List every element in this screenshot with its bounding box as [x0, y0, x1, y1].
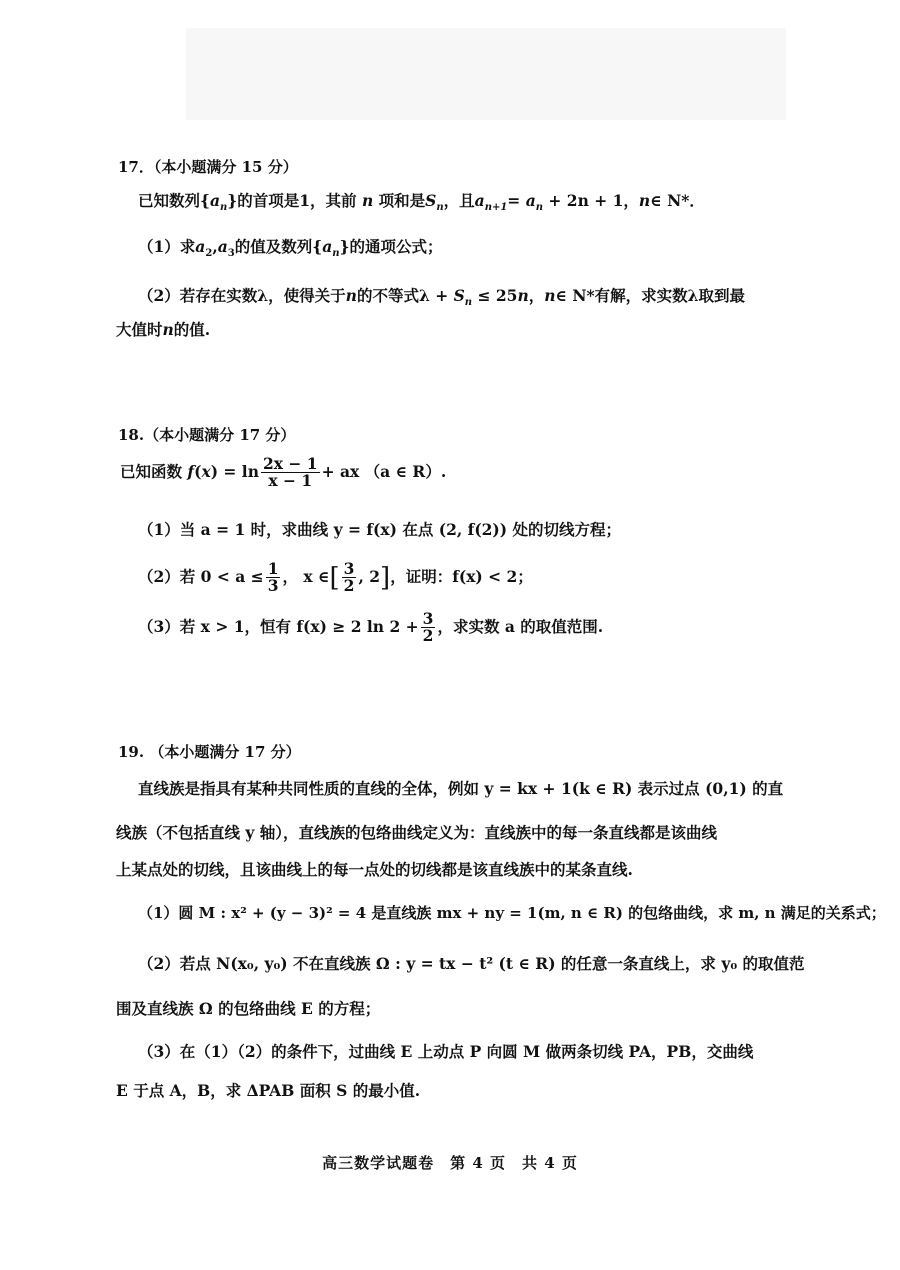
q17-stem: 已知数列$\{a_n\}$的首项是1，其前 n 项和是$S_n$，且$a_{n+1}= a_n + 2n + 1$，n∈ N*．: [138, 191, 705, 214]
q19-intro-line-2: 线族（不包括直线 y 轴），直线族的包络曲线定义为：直线族中的每一条直线都是该曲线: [116, 823, 718, 842]
q17-part-2-cont: 大值时n的值.: [116, 320, 211, 339]
q18-frac-three-halves-2: $\frac{3}{2}$: [422, 609, 434, 646]
q19-part-3-cont: E 于点 A，B，求 ΔPAB 面积 S 的最小值.: [116, 1081, 421, 1100]
q19-intro-line-1: 直线族是指具有某种共同性质的直线的全体，例如 y = kx + 1(k ∈ R) 表示过点 (0,1) 的直: [138, 779, 784, 798]
q18-log-fraction: $\frac{2x - 1}{x - 1}$: [262, 454, 318, 491]
q19-part-2-cont: 围及直线族 Ω 的包络曲线 E 的方程；: [116, 999, 381, 1018]
q18-part-2: （2）若 0 < a ≤ $\frac{1}{3}$ ， x ∈[ $\frac{3}{2}$ , 2]，证明：f(x) < 2；: [138, 559, 533, 596]
q17-header: 17．（本小题满分 15 分）: [118, 158, 298, 176]
q18-stem: 已知函数 f(x) = ln $\frac{2x - 1}{x - 1}$ + ax （a ∈ R）.: [120, 454, 447, 491]
q18-frac-one-third: $\frac{1}{3}$: [267, 559, 279, 596]
q19-part-3: （3）在（1）（2）的条件下，过曲线 E 上动点 P 向圆 M 做两条切线 PA，PB，交曲线: [138, 1042, 754, 1061]
q19-header: 19. （本小题满分 17 分）: [118, 743, 301, 761]
q17-part-2: （2）若存在实数λ，使得关于n的不等式$\lambda + S_n \le 25n$，n∈ N*有解，求实数λ取到最: [138, 286, 746, 309]
q19-part-1: （1）圆 M : x² + (y − 3)² = 4 是直线族 mx + ny = 1(m, n ∈ R) 的包络曲线，求 m, n 满足的关系式；: [138, 904, 886, 922]
q18-part-3: （3）若 x > 1，恒有 f(x) ≥ 2 ln 2 + $\frac{3}{2}$ ，求实数 a 的取值范围.: [138, 609, 604, 646]
q18-part-1: （1）当 a = 1 时，求曲线 y = f(x) 在点 (2, f(2)) 处的切线方程；: [138, 520, 621, 539]
q19-intro-line-3: 上某点处的切线，且该曲线上的每一点处的切线都是该直线族中的某条直线.: [116, 860, 633, 879]
q18-header: 18.（本小题满分 17 分）: [118, 426, 296, 444]
q18-frac-three-halves: $\frac{3}{2}$: [343, 559, 355, 596]
page-footer: 高三数学试题卷 第 4 页 共 4 页: [322, 1154, 578, 1172]
q17-part-1: （1）求$a_2,a_3$的值及数列$\{a_n\}$的通项公式；: [138, 237, 443, 260]
q19-part-2: （2）若点 N(x₀, y₀) 不在直线族 Ω : y = tx − t² (t ∈ R) 的任意一条直线上，求 y₀ 的取值范: [138, 954, 805, 973]
blank-header-area: [186, 28, 786, 120]
